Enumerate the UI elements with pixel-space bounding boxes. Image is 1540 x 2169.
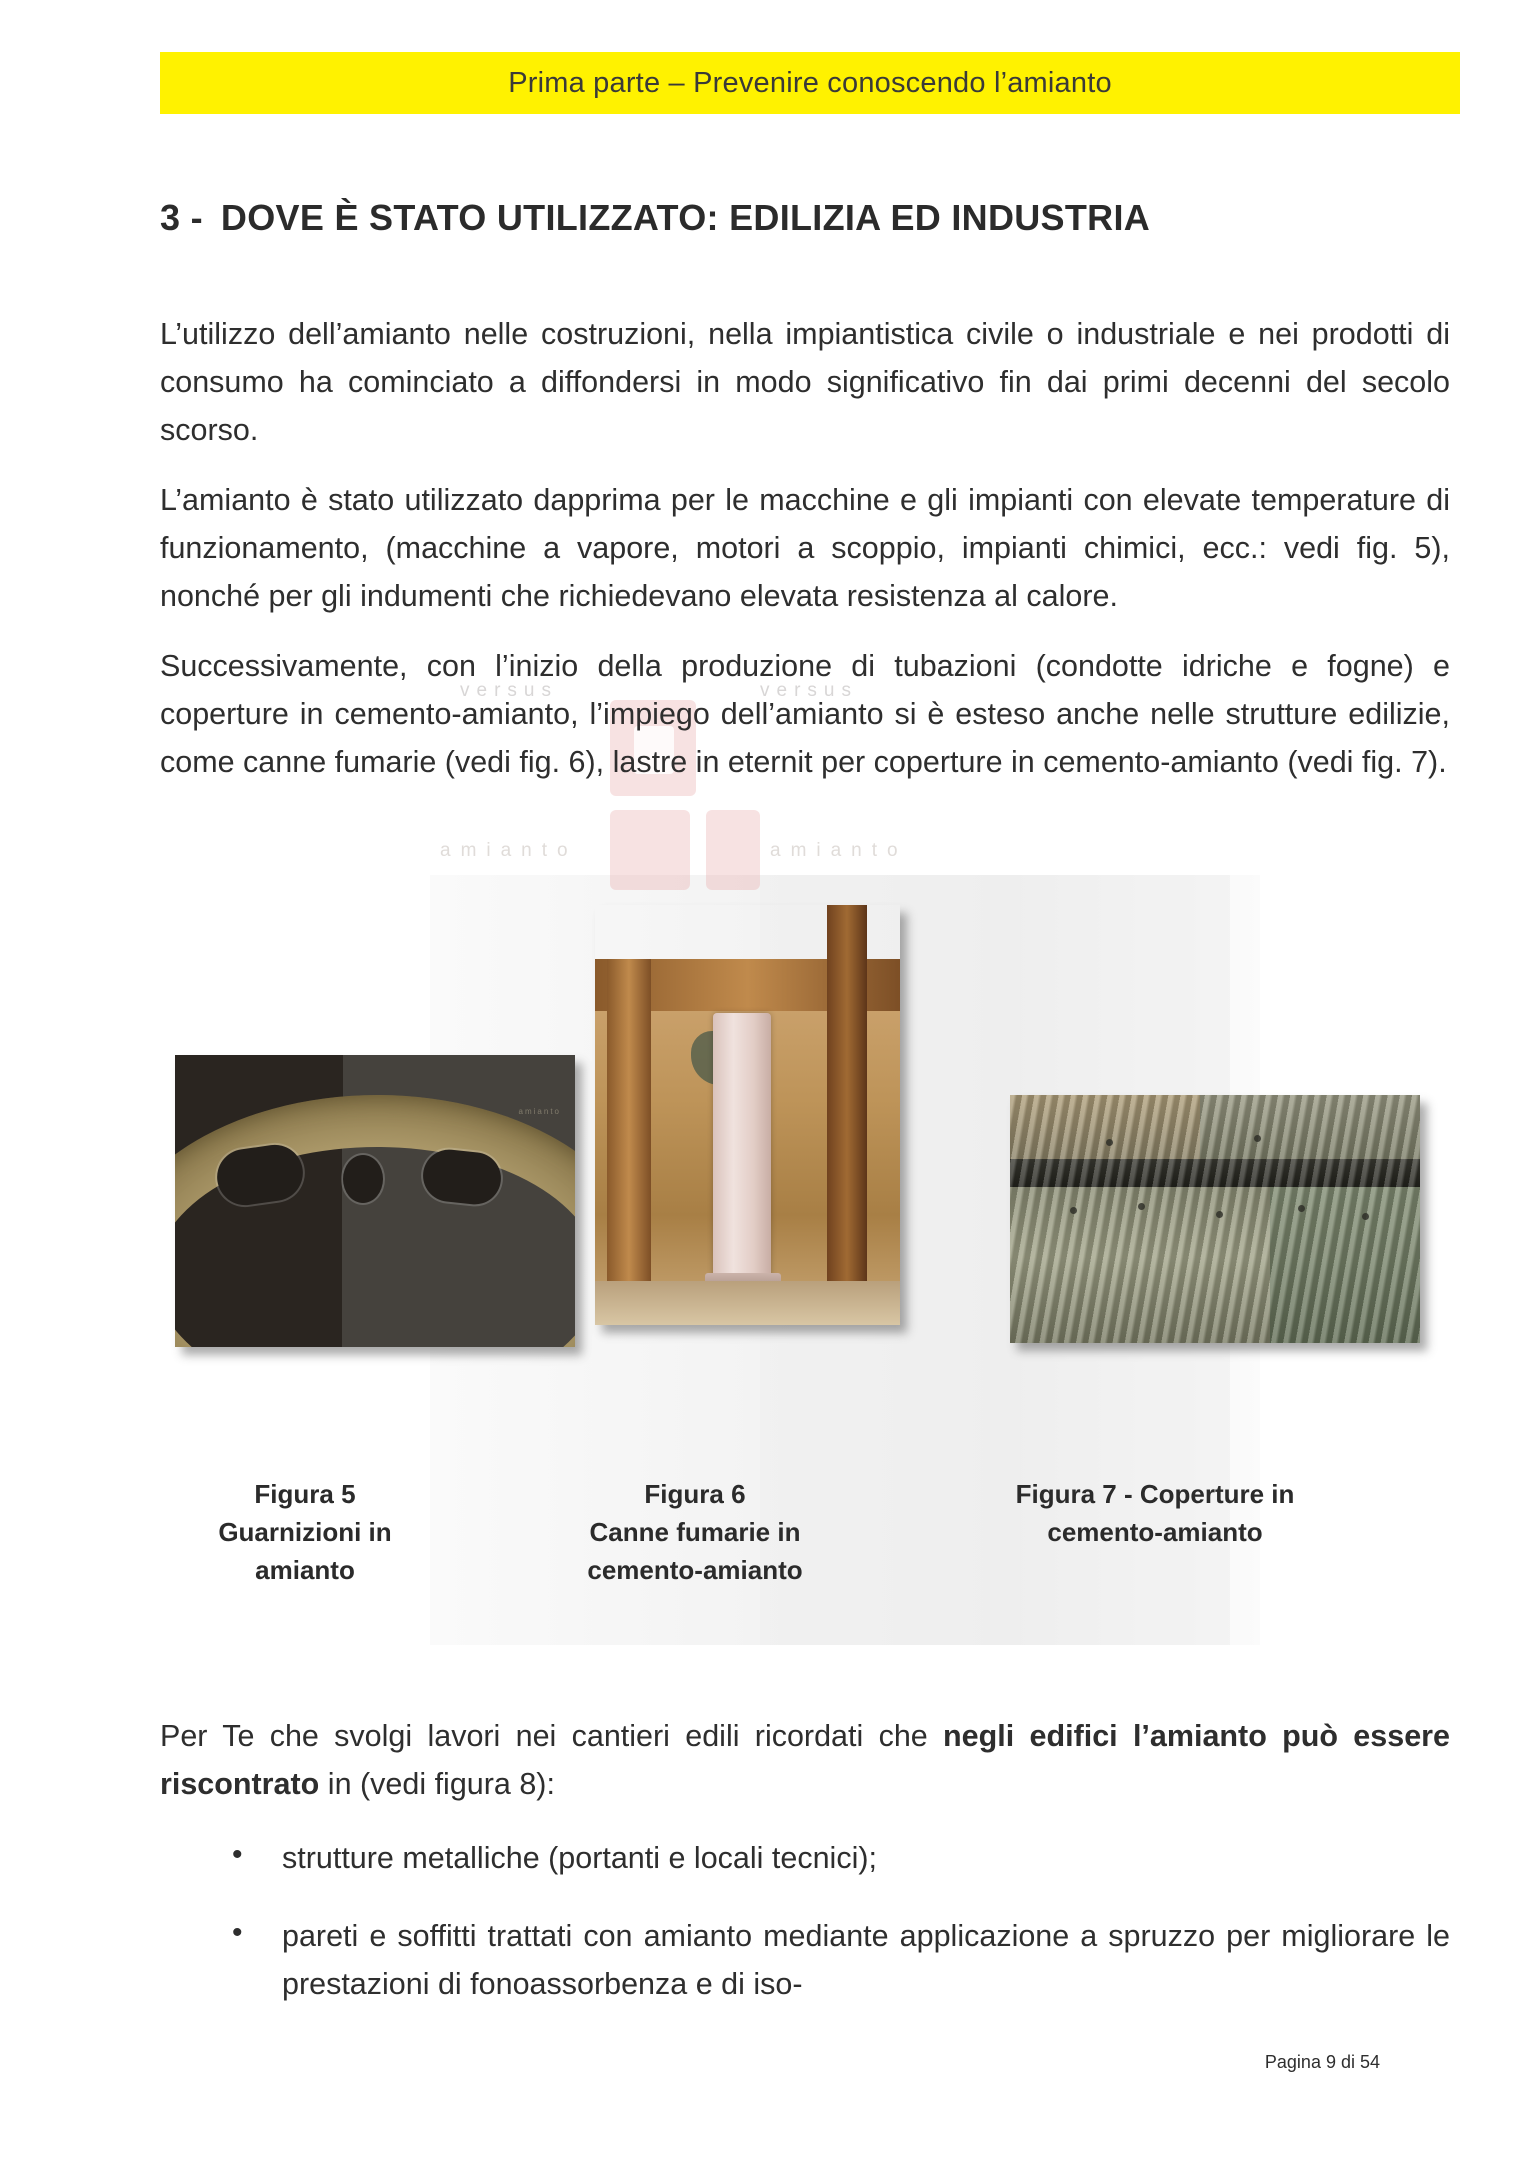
watermark-word-amianto-2: amianto: [770, 840, 908, 861]
header-title-text: Prima parte – Prevenire conoscendo l’amianto: [508, 66, 1112, 99]
watermark-word-versus-1: versus: [460, 680, 558, 701]
figure-6-caption: [525, 1475, 865, 1589]
paragraph-1: L’utilizzo dell’amianto nelle costruzioni, nella impiantistica civile o industriale e nei prodotti di consumo ha cominciato a diffondersi in modo significativo fin dai primi decenni del secolo scorso.: [160, 317, 1450, 447]
figure-7-caption-line-2: cemento-amianto: [1047, 1517, 1263, 1547]
figure-5-image: amianto: [175, 1055, 575, 1347]
list-item: • strutture metalliche (portanti e locali tecnici);: [160, 1834, 1450, 1882]
lower-content: [160, 1712, 1450, 2038]
paragraph-2: L’amianto è stato utilizzato dapprima per le macchine e gli impianti con elevate temperature di funzionamento, (macchine a vapore, motori a scoppio, impianti chimici, ecc.: vedi fig. 5), nonché per gli indumenti che richiedevano elevata resistenza al calore.: [160, 483, 1450, 613]
page-title: [160, 197, 1420, 239]
figure-6-caption-line-2: Canne fumarie in: [589, 1517, 801, 1547]
figure-6-image: [595, 905, 900, 1325]
paragraph-3: Successivamente, con l’inizio della produzione di tubazioni (condotte idriche e fogne) e coperture in cemento-amianto, l’impiego dell’amianto si è esteso anche nelle strutture edilizie, come canne fumarie (vedi fig. 6), lastre in eternit per coperture in cemento-amianto (vedi fig. 7).: [160, 649, 1450, 779]
figure-5-caption-line-3: amianto: [255, 1555, 355, 1585]
section-number: 3 -: [160, 197, 203, 238]
figure-5-caption: [150, 1475, 460, 1589]
figure-6-caption-line-3: cemento-amianto: [587, 1555, 803, 1585]
list-item: • pareti e soffitti trattati con amianto mediante applicazione a spruzzo per migliorare le prestazioni di fonoassorbenza e di iso-: [160, 1912, 1450, 2008]
figure-7-caption: [935, 1475, 1375, 1551]
bullet-list: [160, 1834, 1450, 2008]
page-header-band: [160, 52, 1460, 114]
body-content: [160, 310, 1450, 786]
paragraph-4: [160, 1712, 1450, 1808]
figure-7-caption-line-1: Figura 7 - Coperture in: [1015, 1479, 1295, 1509]
intro-text-bold: negli edifici l’amianto può essere riscontrato: [160, 1719, 1450, 1801]
page-footer: Pagina 9 di 54: [1264, 2052, 1380, 2072]
intro-text-a: Per Te che svolgi lavori nei cantieri edili ricordati che: [160, 1719, 944, 1753]
watermark-word-amianto-1: amianto: [440, 840, 578, 861]
figure-5-caption-line-1: Figura 5: [254, 1479, 356, 1509]
watermark-word-versus-2: versus: [760, 680, 858, 701]
figure-7-image: [1010, 1095, 1420, 1343]
intro-text-c: in (vedi figura 8):: [319, 1767, 555, 1801]
section-title-text: DOVE È STATO UTILIZZATO: EDILIZIA ED INDUSTRIA: [220, 197, 1151, 238]
figure-6-caption-line-1: Figura 6: [644, 1479, 746, 1509]
figure-5-caption-line-2: Guarnizioni in: [218, 1517, 392, 1547]
